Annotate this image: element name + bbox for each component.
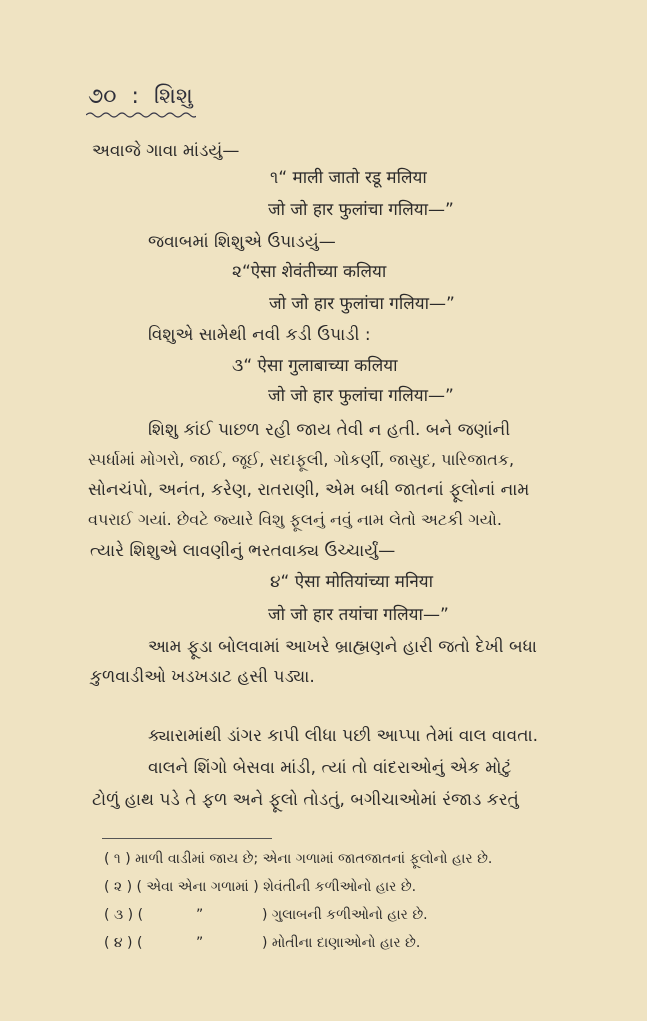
text-line: વાલને શિંગો બેસવા માંડી, ત્યાં તો વાંદરાઓનું એક મોટું — [148, 758, 512, 778]
footnote-number: ( ૪ ) ( — [104, 935, 143, 951]
text-line: ત્યારે શિશુએ લાવણીનું ભરતવાક્ય ઉચ્ચાર્યું— — [90, 541, 396, 561]
text-line: વિશુએ સામેથી નવી કડી ઉપાડી : — [148, 325, 371, 345]
ditto-mark: ” — [196, 935, 204, 951]
verse-line: जो जो हार फुलांचा गलिया—” — [269, 294, 455, 314]
wavy-underline — [86, 110, 196, 120]
footnote: ( ૧ ) માળી વાડીમાં જાય છે; એના ગળામાં જાતજાતનાં ફૂલોનો હાર છે. — [104, 851, 493, 867]
text-line: ટોળું હાથ પડે તે ફળ અને ફૂલો તોડતું, બગીચાઓમાં રંજાડ કરતું — [92, 790, 519, 810]
text-line: અવાજે ગાવા માંડયું— — [92, 141, 240, 161]
text-line: આમ ફૂડા બોલવામાં આખરે બ્રાહ્મણને હારી જતો દેખી બધા — [148, 637, 537, 657]
text-line: જવાબમાં શિશુએ ઉપાડયું— — [148, 232, 336, 252]
header-separator: : — [131, 84, 139, 109]
text-line: સોનચંપો, અનંત, કરેણ, રાતરાણી, એમ બધી જાતનાં ફૂલોનાં નામ — [88, 480, 530, 500]
text-line: વપરાઈ ગયાં. છેવટે જ્યારે વિશુ ફૂલનું નવું નામ લેતો અટકી ગયો. — [88, 510, 502, 529]
text-line: શિશુ કાંઈ પાછળ રહી જાય તેવી ન હતી. બને જણાંની — [148, 420, 511, 440]
verse-line: ૩“ ऐसा गुलाबाच्या कलिया — [232, 356, 398, 376]
verse-line: ૨“ऐसा शेवंतीच्या कलिया — [232, 262, 387, 282]
verse-line: जो जो हार फुलांचा गलिया—” — [268, 200, 454, 220]
page-number: ૭૦ — [88, 84, 117, 109]
text-line: ક્યારામાંથી ડાંગર કાપી લીધા પછી આપ્પા તેમાં વાલ વાવતા. — [148, 726, 539, 746]
text-line: સ્પર્ધામાં મોગરો, જાઈ, જૂઈ, સદાફૂલી, ગોકર્ણી, જાસુદ, પારિજાતક, — [88, 450, 515, 469]
footnote: ) ગુલાબની કળીઓનો હાર છે. — [262, 907, 428, 923]
verse-line: जो जो हार तयांचा गलिया—” — [268, 605, 449, 625]
running-title: શિશુ — [153, 84, 193, 109]
verse-line: जो जो हार फुलांचा गलिया—” — [268, 386, 454, 406]
verse-line: ૪“ ऐसा मोतियांच्या मनिया — [270, 572, 434, 592]
verse-line: ૧“ माली जातो रडू मलिया — [270, 168, 427, 188]
page-header — [88, 84, 193, 109]
footnote-divider — [102, 838, 272, 839]
footnote: ( ૨ ) ( એવા એના ગળામાં ) શેવંતીની કળીઓનો હાર છે. — [104, 879, 417, 895]
text-line: કુળવાડીઓ ખડખડાટ હસી પડ્યા. — [90, 667, 315, 687]
footnote-number: ( ૩ ) ( — [104, 907, 144, 923]
footnote: ) મોતીના દાણાઓનો હાર છે. — [262, 935, 421, 951]
ditto-mark: ” — [196, 907, 204, 923]
